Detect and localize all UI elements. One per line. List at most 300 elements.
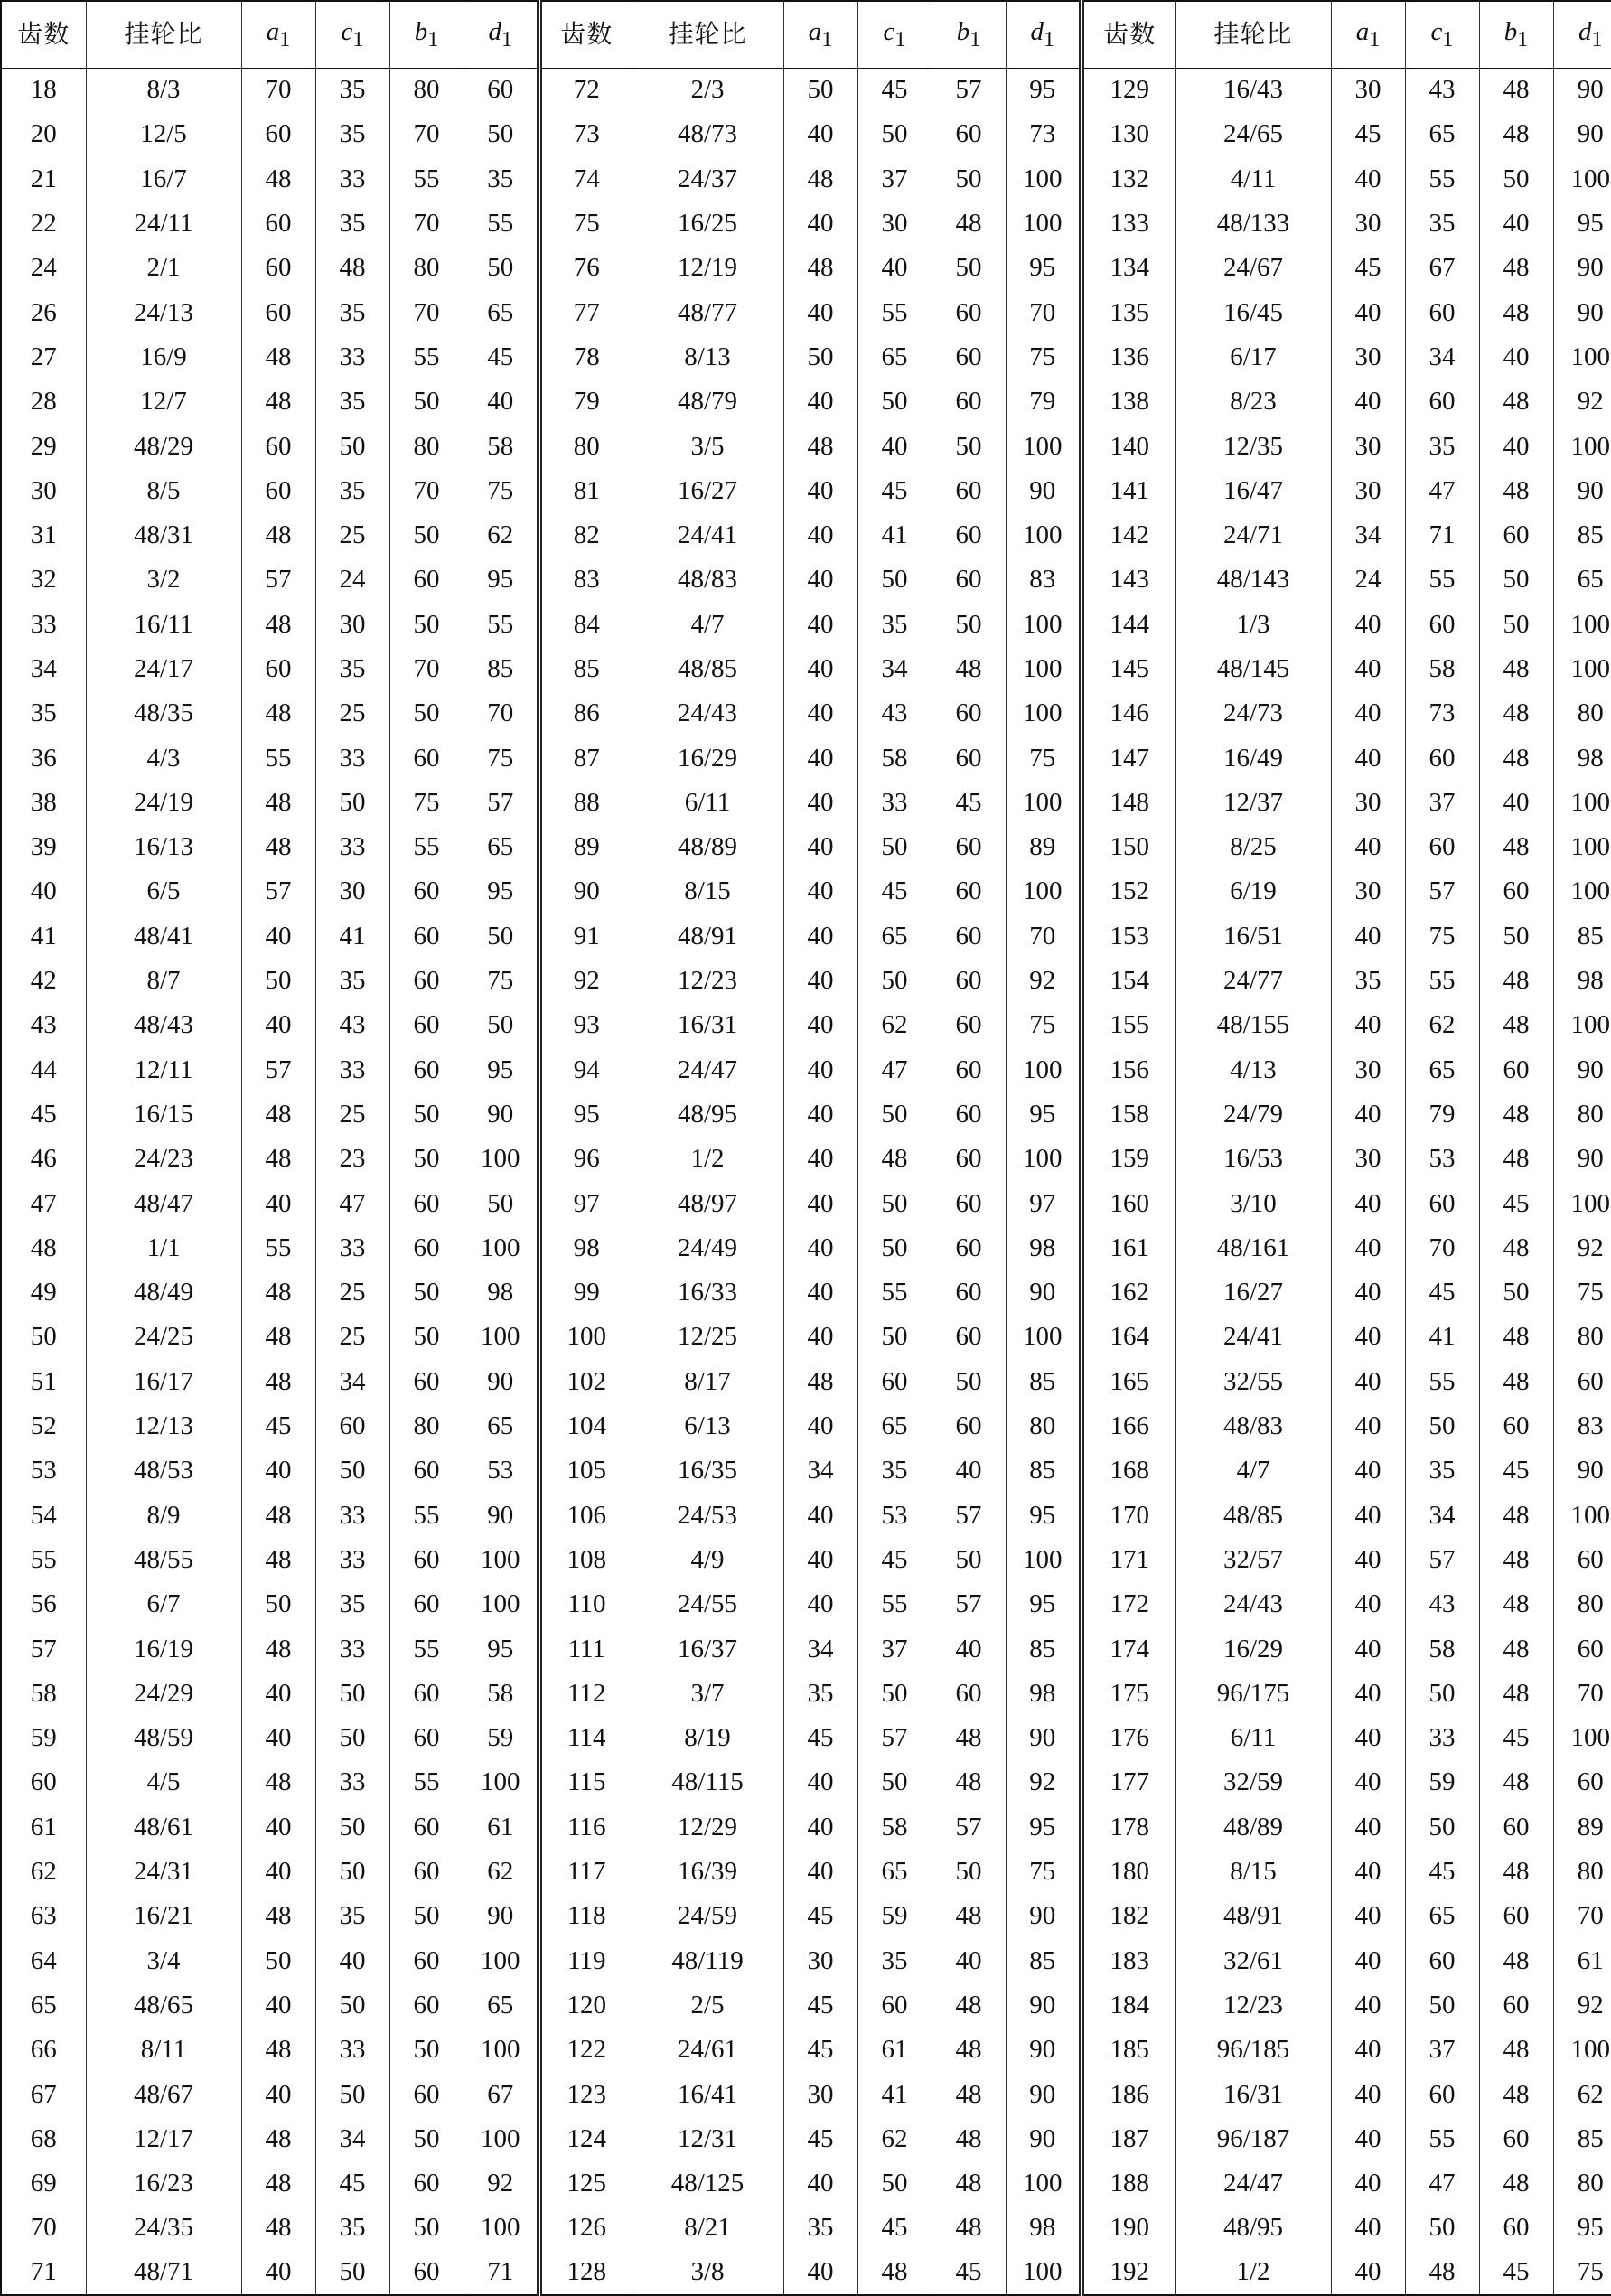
cell-a: 48 (241, 2206, 315, 2250)
cell-d: 80 (1006, 1404, 1082, 1448)
cell-a: 60 (241, 246, 315, 290)
cell-b: 60 (389, 736, 464, 780)
cell-b: 48 (1479, 1538, 1553, 1582)
cell-a: 48 (241, 603, 315, 647)
cell-a: 48 (241, 157, 315, 201)
cell-d: 80 (1553, 1582, 1611, 1626)
cell-c: 33 (315, 825, 389, 869)
cell-ratio: 8/23 (1175, 380, 1331, 424)
cell-d: 75 (1006, 1003, 1082, 1047)
cell-c: 35 (1405, 1448, 1479, 1493)
cell-a: 57 (241, 558, 315, 602)
cell-teeth: 78 (539, 335, 632, 380)
table-row (1, 1494, 1611, 1538)
cell-a: 45 (783, 1894, 857, 1938)
cell-ratio: 48/133 (1175, 201, 1331, 246)
cell-a: 40 (1331, 914, 1405, 959)
cell-ratio: 48/119 (632, 1938, 783, 1982)
header-row (1, 1, 1611, 68)
cell-c: 50 (315, 2251, 389, 2295)
cell-ratio: 48/67 (86, 2072, 241, 2116)
cell-teeth: 88 (539, 781, 632, 825)
table-header (1, 1, 1611, 68)
cell-d: 85 (1006, 1626, 1082, 1671)
cell-teeth: 77 (539, 290, 632, 334)
cell-teeth: 34 (1, 647, 86, 691)
cell-d: 100 (1553, 647, 1611, 691)
cell-a: 40 (783, 1092, 857, 1137)
cell-a: 40 (783, 691, 857, 736)
cell-b: 60 (932, 1003, 1006, 1047)
cell-c: 33 (315, 736, 389, 780)
cell-d: 90 (1006, 1270, 1082, 1315)
cell-d: 100 (1006, 2251, 1082, 2295)
cell-b: 50 (932, 603, 1006, 647)
cell-a: 40 (783, 781, 857, 825)
cell-c: 60 (1405, 2072, 1479, 2116)
cell-c: 33 (315, 157, 389, 201)
cell-d: 70 (1553, 1894, 1611, 1938)
cell-d: 75 (464, 469, 539, 513)
cell-b: 48 (1479, 1003, 1553, 1047)
cell-c: 61 (857, 2028, 932, 2072)
cell-a: 40 (1331, 691, 1405, 736)
cell-c: 57 (1405, 1538, 1479, 1582)
cell-c: 50 (315, 781, 389, 825)
table-row (1, 68, 1611, 112)
cell-a: 40 (783, 1270, 857, 1315)
cell-d: 98 (1006, 2206, 1082, 2250)
cell-teeth: 166 (1082, 1404, 1175, 1448)
cell-teeth: 128 (539, 2251, 632, 2295)
cell-teeth: 45 (1, 1092, 86, 1137)
cell-a: 50 (783, 335, 857, 380)
cell-c: 65 (1405, 112, 1479, 156)
cell-a: 30 (1331, 869, 1405, 914)
cell-a: 40 (241, 1850, 315, 1894)
cell-a: 40 (783, 380, 857, 424)
cell-b: 60 (389, 1582, 464, 1626)
cell-ratio: 48/53 (86, 1448, 241, 1493)
cell-ratio: 8/9 (86, 1494, 241, 1538)
cell-c: 50 (315, 1716, 389, 1760)
cell-b: 48 (1479, 2072, 1553, 2116)
cell-teeth: 60 (1, 1760, 86, 1804)
cell-b: 50 (389, 2028, 464, 2072)
header-teeth-g3: 齿数 (1082, 1, 1175, 68)
cell-a: 48 (241, 2117, 315, 2161)
cell-a: 40 (241, 1983, 315, 2028)
header-ratio-g1: 挂轮比 (86, 1, 241, 68)
cell-ratio: 16/27 (632, 469, 783, 513)
cell-ratio: 12/35 (1175, 424, 1331, 468)
cell-ratio: 16/47 (1175, 469, 1331, 513)
cell-d: 92 (1006, 1760, 1082, 1804)
cell-teeth: 145 (1082, 647, 1175, 691)
header-var-b: b (1503, 16, 1518, 46)
cell-a: 60 (241, 112, 315, 156)
cell-a: 40 (783, 603, 857, 647)
cell-c: 47 (1405, 2161, 1479, 2206)
cell-d: 100 (464, 2117, 539, 2161)
cell-c: 50 (315, 1805, 389, 1850)
cell-b: 60 (932, 1092, 1006, 1137)
cell-ratio: 1/3 (1175, 603, 1331, 647)
cell-c: 50 (315, 1448, 389, 1493)
cell-c: 48 (315, 246, 389, 290)
cell-teeth: 27 (1, 335, 86, 380)
cell-ratio: 48/143 (1175, 558, 1331, 602)
table-row (1, 1360, 1611, 1404)
table-row (1, 1626, 1611, 1671)
cell-a: 60 (241, 201, 315, 246)
cell-b: 50 (389, 1315, 464, 1359)
cell-d: 98 (1553, 736, 1611, 780)
table-row (1, 2206, 1611, 2250)
cell-a: 40 (783, 1048, 857, 1092)
cell-ratio: 24/71 (1175, 513, 1331, 558)
cell-a: 48 (241, 1092, 315, 1137)
cell-a: 40 (241, 914, 315, 959)
table-body (1, 68, 1611, 2295)
cell-teeth: 80 (539, 424, 632, 468)
cell-ratio: 12/25 (632, 1315, 783, 1359)
cell-c: 35 (315, 112, 389, 156)
cell-c: 35 (315, 68, 389, 112)
cell-c: 25 (315, 513, 389, 558)
cell-c: 23 (315, 1137, 389, 1181)
cell-teeth: 65 (1, 1983, 86, 2028)
cell-ratio: 16/51 (1175, 914, 1331, 959)
cell-d: 100 (1553, 603, 1611, 647)
cell-b: 50 (932, 1850, 1006, 1894)
cell-ratio: 2/5 (632, 1983, 783, 2028)
table-row (1, 246, 1611, 290)
cell-b: 60 (389, 1672, 464, 1716)
cell-a: 40 (1331, 1983, 1405, 2028)
cell-b: 60 (389, 1003, 464, 1047)
cell-teeth: 38 (1, 781, 86, 825)
cell-c: 37 (1405, 781, 1479, 825)
cell-b: 60 (389, 2251, 464, 2295)
cell-ratio: 32/57 (1175, 1538, 1331, 1582)
cell-d: 100 (1006, 1538, 1082, 1582)
cell-b: 60 (932, 469, 1006, 513)
cell-teeth: 105 (539, 1448, 632, 1493)
cell-b: 40 (932, 1938, 1006, 1982)
cell-teeth: 57 (1, 1626, 86, 1671)
cell-a: 40 (241, 1672, 315, 1716)
cell-teeth: 125 (539, 2161, 632, 2206)
cell-d: 92 (464, 2161, 539, 2206)
cell-teeth: 73 (539, 112, 632, 156)
cell-teeth: 28 (1, 380, 86, 424)
cell-c: 41 (857, 2072, 932, 2116)
cell-d: 100 (1006, 781, 1082, 825)
cell-a: 40 (1331, 1716, 1405, 1760)
cell-ratio: 16/13 (86, 825, 241, 869)
cell-b: 50 (932, 157, 1006, 201)
cell-b: 60 (932, 335, 1006, 380)
cell-c: 33 (315, 2028, 389, 2072)
table-row (1, 2161, 1611, 2206)
cell-a: 40 (1331, 1226, 1405, 1270)
cell-b: 60 (389, 914, 464, 959)
cell-d: 85 (1006, 1938, 1082, 1982)
cell-b: 57 (932, 68, 1006, 112)
cell-teeth: 68 (1, 2117, 86, 2161)
header-subscript: 1 (821, 26, 833, 52)
cell-teeth: 142 (1082, 513, 1175, 558)
cell-d: 100 (1553, 335, 1611, 380)
header-subscript: 1 (279, 26, 291, 52)
cell-a: 40 (1331, 2206, 1405, 2250)
cell-ratio: 3/4 (86, 1938, 241, 1982)
cell-a: 48 (241, 1494, 315, 1538)
cell-c: 35 (1405, 201, 1479, 246)
cell-ratio: 16/25 (632, 201, 783, 246)
cell-c: 30 (315, 603, 389, 647)
cell-teeth: 160 (1082, 1181, 1175, 1225)
table-row (1, 1181, 1611, 1225)
cell-a: 40 (783, 290, 857, 334)
cell-ratio: 32/55 (1175, 1360, 1331, 1404)
header-var-c: c (883, 16, 895, 46)
cell-ratio: 16/29 (1175, 1626, 1331, 1671)
cell-c: 50 (857, 1315, 932, 1359)
cell-a: 40 (1331, 2072, 1405, 2116)
cell-c: 47 (315, 1181, 389, 1225)
cell-d: 35 (464, 157, 539, 201)
table-row (1, 959, 1611, 1003)
cell-teeth: 70 (1, 2206, 86, 2250)
cell-a: 57 (241, 869, 315, 914)
cell-d: 45 (464, 335, 539, 380)
cell-teeth: 168 (1082, 1448, 1175, 1493)
cell-d: 75 (1006, 1850, 1082, 1894)
header-b-g3 (1479, 1, 1553, 68)
cell-a: 55 (241, 1226, 315, 1270)
cell-b: 45 (932, 781, 1006, 825)
cell-c: 45 (857, 469, 932, 513)
cell-c: 60 (857, 1983, 932, 2028)
cell-a: 48 (783, 424, 857, 468)
header-a-g3 (1331, 1, 1405, 68)
cell-teeth: 90 (539, 869, 632, 914)
table-row (1, 1048, 1611, 1092)
table-row (1, 1538, 1611, 1582)
cell-d: 90 (1553, 469, 1611, 513)
cell-ratio: 4/13 (1175, 1048, 1331, 1092)
cell-d: 80 (1553, 1850, 1611, 1894)
cell-a: 40 (241, 1448, 315, 1493)
cell-b: 60 (1479, 1805, 1553, 1850)
cell-d: 95 (1006, 68, 1082, 112)
cell-b: 60 (1479, 1048, 1553, 1092)
cell-b: 60 (932, 513, 1006, 558)
cell-c: 35 (315, 290, 389, 334)
cell-c: 70 (1405, 1226, 1479, 1270)
table-row (1, 1137, 1611, 1181)
cell-b: 48 (1479, 1360, 1553, 1404)
cell-d: 100 (464, 1582, 539, 1626)
cell-b: 60 (932, 691, 1006, 736)
cell-d: 75 (464, 959, 539, 1003)
cell-c: 40 (857, 424, 932, 468)
cell-a: 40 (1331, 1850, 1405, 1894)
cell-a: 40 (1331, 1404, 1405, 1448)
cell-ratio: 16/21 (86, 1894, 241, 1938)
cell-c: 34 (857, 647, 932, 691)
cell-a: 40 (241, 1805, 315, 1850)
cell-ratio: 12/5 (86, 112, 241, 156)
cell-ratio: 48/61 (86, 1805, 241, 1850)
cell-c: 50 (315, 2072, 389, 2116)
cell-a: 60 (241, 469, 315, 513)
cell-teeth: 187 (1082, 2117, 1175, 2161)
cell-teeth: 75 (539, 201, 632, 246)
cell-teeth: 42 (1, 959, 86, 1003)
cell-c: 25 (315, 1092, 389, 1137)
table-row (1, 424, 1611, 468)
cell-ratio: 48/71 (86, 2251, 241, 2295)
table-row (1, 2251, 1611, 2295)
cell-teeth: 143 (1082, 558, 1175, 602)
cell-ratio: 48/31 (86, 513, 241, 558)
cell-b: 60 (389, 869, 464, 914)
cell-b: 48 (1479, 2161, 1553, 2206)
cell-ratio: 48/155 (1175, 1003, 1331, 1047)
cell-ratio: 96/187 (1175, 2117, 1331, 2161)
cell-c: 79 (1405, 1092, 1479, 1137)
cell-teeth: 118 (539, 1894, 632, 1938)
cell-ratio: 3/7 (632, 1672, 783, 1716)
cell-b: 48 (932, 1894, 1006, 1938)
cell-a: 40 (1331, 1494, 1405, 1538)
cell-teeth: 35 (1, 691, 86, 736)
cell-c: 34 (315, 1360, 389, 1404)
cell-ratio: 48/91 (1175, 1894, 1331, 1938)
cell-ratio: 48/125 (632, 2161, 783, 2206)
cell-d: 90 (464, 1494, 539, 1538)
cell-ratio: 32/61 (1175, 1938, 1331, 1982)
header-a-g2 (783, 1, 857, 68)
cell-a: 45 (241, 1404, 315, 1448)
cell-a: 48 (241, 1137, 315, 1181)
cell-a: 48 (783, 1360, 857, 1404)
cell-d: 100 (1553, 1716, 1611, 1760)
cell-teeth: 162 (1082, 1270, 1175, 1315)
table-row (1, 2117, 1611, 2161)
header-subscript: 1 (352, 26, 364, 52)
cell-ratio: 24/31 (86, 1850, 241, 1894)
header-d-g2 (1006, 1, 1082, 68)
cell-teeth: 178 (1082, 1805, 1175, 1850)
cell-b: 60 (389, 1448, 464, 1493)
header-var-a: a (1355, 16, 1370, 46)
cell-ratio: 12/7 (86, 380, 241, 424)
cell-c: 50 (857, 1092, 932, 1137)
cell-teeth: 134 (1082, 246, 1175, 290)
header-subscript: 1 (1369, 26, 1381, 52)
cell-teeth: 24 (1, 246, 86, 290)
cell-a: 50 (241, 1938, 315, 1982)
cell-teeth: 154 (1082, 959, 1175, 1003)
table-row (1, 1582, 1611, 1626)
cell-b: 48 (1479, 1760, 1553, 1804)
cell-d: 100 (1006, 603, 1082, 647)
cell-d: 100 (464, 2028, 539, 2072)
cell-ratio: 12/17 (86, 2117, 241, 2161)
cell-teeth: 147 (1082, 736, 1175, 780)
cell-ratio: 6/11 (1175, 1716, 1331, 1760)
cell-c: 45 (1405, 1270, 1479, 1315)
cell-c: 60 (857, 1360, 932, 1404)
cell-b: 50 (389, 2206, 464, 2250)
cell-c: 35 (857, 1448, 932, 1493)
cell-a: 40 (783, 513, 857, 558)
cell-teeth: 183 (1082, 1938, 1175, 1982)
cell-d: 90 (464, 1894, 539, 1938)
cell-ratio: 16/29 (632, 736, 783, 780)
cell-c: 65 (1405, 1048, 1479, 1092)
cell-ratio: 48/97 (632, 1181, 783, 1225)
cell-b: 60 (389, 959, 464, 1003)
cell-a: 40 (783, 1003, 857, 1047)
cell-d: 100 (464, 2206, 539, 2250)
cell-c: 40 (857, 246, 932, 290)
cell-ratio: 8/19 (632, 1716, 783, 1760)
cell-b: 50 (389, 1894, 464, 1938)
cell-d: 98 (1006, 1226, 1082, 1270)
cell-a: 40 (1331, 1270, 1405, 1315)
cell-b: 50 (389, 380, 464, 424)
cell-a: 30 (1331, 1048, 1405, 1092)
header-d-g3 (1553, 1, 1611, 68)
cell-d: 97 (1006, 1181, 1082, 1225)
cell-a: 40 (1331, 647, 1405, 691)
cell-c: 50 (315, 1850, 389, 1894)
cell-a: 40 (783, 647, 857, 691)
cell-c: 50 (857, 380, 932, 424)
table-row (1, 1315, 1611, 1359)
cell-c: 33 (1405, 1716, 1479, 1760)
cell-teeth: 140 (1082, 424, 1175, 468)
cell-d: 95 (1006, 1494, 1082, 1538)
cell-c: 60 (1405, 603, 1479, 647)
cell-b: 57 (932, 1805, 1006, 1850)
cell-teeth: 85 (539, 647, 632, 691)
cell-ratio: 4/3 (86, 736, 241, 780)
cell-b: 60 (932, 290, 1006, 334)
cell-teeth: 130 (1082, 112, 1175, 156)
cell-teeth: 92 (539, 959, 632, 1003)
cell-teeth: 148 (1082, 781, 1175, 825)
cell-d: 85 (1006, 1360, 1082, 1404)
cell-teeth: 99 (539, 1270, 632, 1315)
cell-b: 60 (932, 825, 1006, 869)
cell-b: 45 (1479, 1448, 1553, 1493)
cell-b: 40 (932, 1626, 1006, 1671)
table-row (1, 513, 1611, 558)
cell-c: 45 (857, 869, 932, 914)
cell-a: 34 (783, 1448, 857, 1493)
table-row (1, 1894, 1611, 1938)
cell-d: 90 (1006, 2072, 1082, 2116)
cell-b: 60 (389, 1850, 464, 1894)
cell-teeth: 52 (1, 1404, 86, 1448)
cell-ratio: 48/59 (86, 1716, 241, 1760)
